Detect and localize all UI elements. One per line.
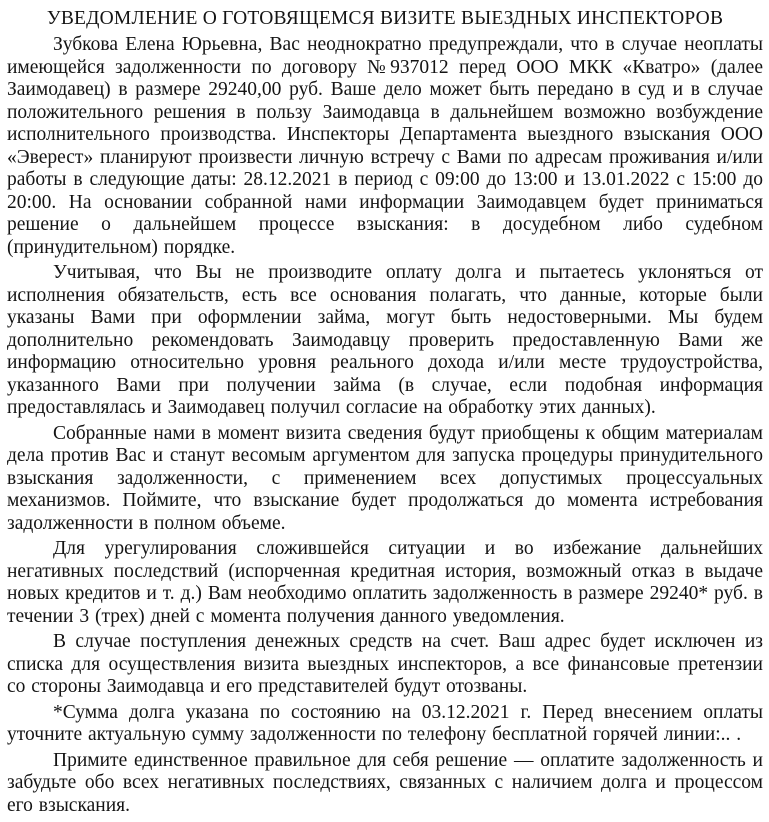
paragraph-visit-evidence: Собранные нами в момент визита сведения будут приобщены к общим материалам дела против Вас и станут весомым аргументом для запуска процедуры принудительного взыскания задолженности, с применением всех допустимых процессуальных механизмов. Поймите, что взыскание будет продолжаться до момента истребования задолженности в полном объеме. [7, 422, 763, 534]
paragraph-final-appeal: Примите единственное правильное для себя решение — оплатите задолженность и забудьте обо всех негативных последствиях, связанных с наличием долга и процессом его взыскания. [7, 749, 763, 816]
paragraph-debt-warning: Зубкова Елена Юрьевна, Вас неоднократно предупреждали, что в случае неоплаты имеющейся задолженности по договору №937012 перед ООО МКК «Кватро» (далее Заимодавец) в размере 29240,00 руб. Ваше дело может быть передано в суд и в случае положительного решения в пользу Заимодавца в дальнейшем возможно возбуждение исполнительного производства. Инспекторы Департамента выездного взыскания ООО «Эверест» планируют произвести личную встречу с Вами по адресам проживания и/или работы в следующие даты: 28.12.2021 в период с 09:00 до 13:00 и 13.01.2022 с 15:00 до 20:00. На основании собранной нами информации Заимодавцем будет приниматься решение о дальнейшем процессе взыскания: в досудебном либо судебном (принудительном) порядке. [7, 34, 763, 258]
document-title: УВЕДОМЛЕНИЕ О ГОТОВЯЩЕМСЯ ВИЗИТЕ ВЫЕЗДНЫХ ИНСПЕКТОРОВ [46, 8, 724, 29]
paragraph-data-verification: Учитывая, что Вы не производите оплату долга и пытаетесь уклоняться от исполнения обязательств, есть все основания полагать, что данные, которые были указаны Вами при оформлении займа, могут быть недостоверными. Мы будем дополнительно рекомендовать Заимодавцу проверить предоставленную Вами же информацию относительно уровня реального дохода и/или месте трудоустройства, указанного Вами при получении займа (в случае, если подобная информация предоставлялась и Заимодавец получил согласие на обработку этих данных). [7, 262, 763, 418]
paragraph-amount-footnote: *Сумма долга указана по состоянию на 03.12.2021 г. Перед внесением оплаты уточните актуальную сумму задолженности по телефону бесплатной горячей линии:.. . [7, 701, 763, 745]
paragraph-payment-demand: Для урегулирования сложившейся ситуации и во избежание дальнейших негативных последствий (испорченная кредитная история, возможный отказ в выдаче новых кредитов и т. д.) Вам необходимо оплатить задолженность в размере 29240* руб. в течении 3 (трех) дней с момента получения данного уведомления. [7, 538, 763, 627]
paragraph-payment-consequence: В случае поступления денежных средств на счет. Ваш адрес будет исключен из списка для осуществления визита выездных инспекторов, а все финансовые претензии со стороны Заимодавца и его представителей будут отозваны. [7, 631, 763, 697]
